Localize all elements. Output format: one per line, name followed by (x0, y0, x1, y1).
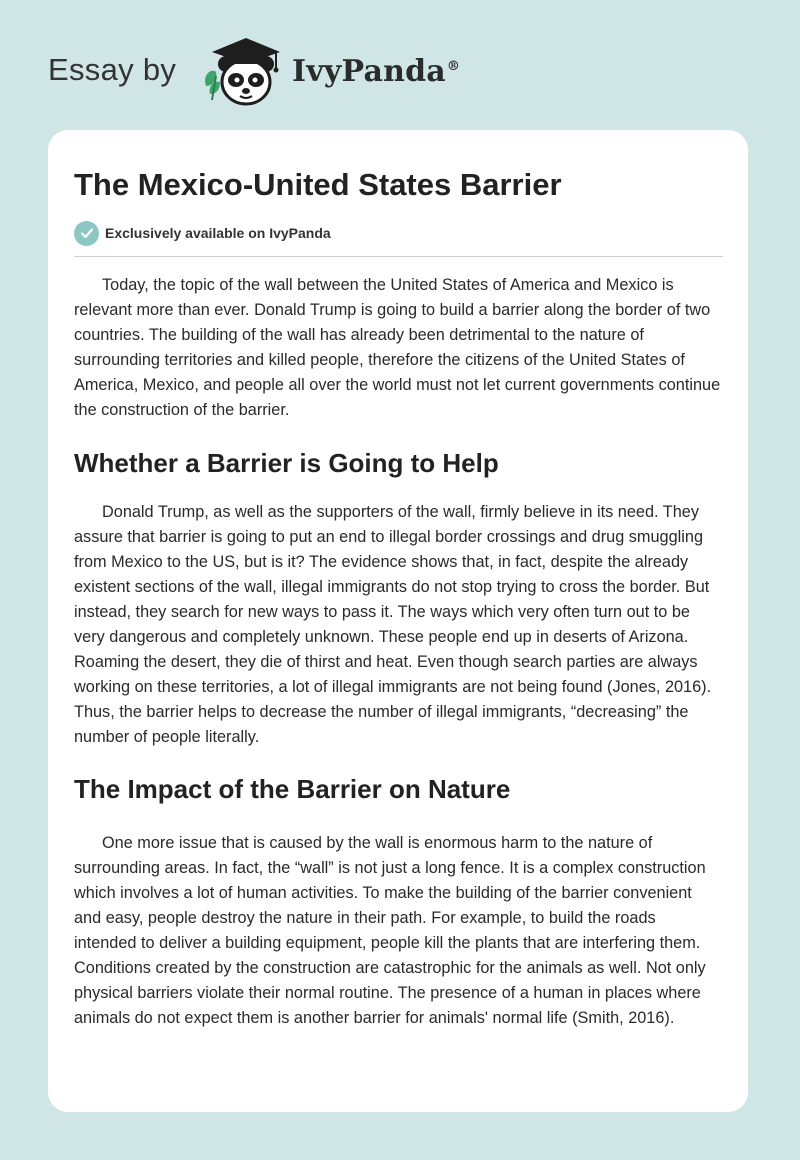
check-circle-icon (74, 221, 99, 246)
registered-mark: ® (446, 59, 461, 74)
exclusive-badge-label: Exclusively available on IvyPanda (105, 225, 331, 241)
section-heading-help: Whether a Barrier is Going to Help (74, 448, 499, 478)
exclusive-badge (74, 220, 722, 246)
section-paragraph-nature: One more issue that is caused by the wall is enormous harm to the nature of surrounding areas. In fact, the “wall” is not just a long fence. It is a complex construction which involves a lot of human activities. To make the building of the barrier convenient and easy, people destroy the nature in their path. For example, to build the roads intended to deliver a building equipment, people kill the plants that are interfering them. Conditions created by the construction are catastrophic for the animals as well. Not only physical barriers violate their normal routine. The presence of a human in places where animals do not expect them is another barrier for animals' normal life (Smith, 2016). (74, 834, 706, 1027)
section-heading-nature: The Impact of the Barrier on Nature (74, 774, 511, 804)
site-header (48, 34, 508, 114)
essay-card (48, 130, 748, 1112)
intro-paragraph: Today, the topic of the wall between the United States of America and Mexico is relevant more than ever. Donald Trump is going to build a barrier along the border of two countries. The building of the wall has already been detrimental to the nature of surrounding territories and killed people, therefore the citizens of the United States of America, Mexico, and people all over the world must not let current governments continue the construction of the barrier. (74, 276, 721, 419)
section-paragraph-help: Donald Trump, as well as the supporters of the wall, firmly believe in its need. They assure that barrier is going to put an end to illegal border crossings and drug smuggling from Mexico to the US, but is it? The evidence shows that, in fact, despite the already existent sections of the wall, illegal immigrants do not stop trying to cross the border. But instead, they search for new ways to pass it. The ways which very often turn out to be very dangerous and completely unknown. These people end up in deserts of Arizona. Roaming the desert, they die of thirst and heat. Even though search parties are always working on these territories, a lot of illegal immigrants are not being found (Jones, 2016). Thus, the barrier helps to decrease the number of illegal immigrants, “decreasing” the number of people literally. (74, 503, 712, 746)
brand-name[interactable]: IvyPanda® (292, 54, 461, 89)
page-title: The Mexico-United States Barrier (74, 167, 562, 202)
panda-logo-icon[interactable] (200, 34, 286, 110)
title-divider (74, 256, 723, 257)
essay-by-label: Essay by (48, 52, 177, 87)
